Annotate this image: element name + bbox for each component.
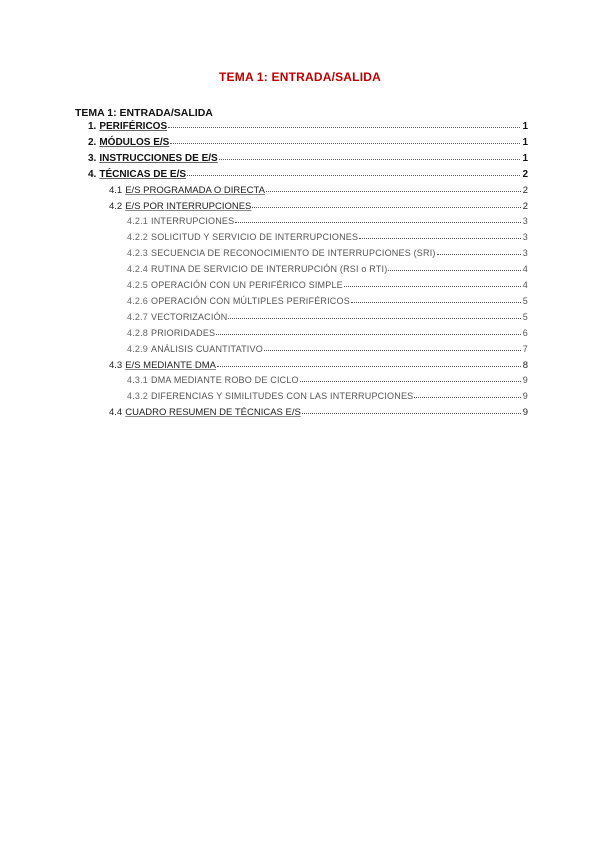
toc-dot-leader (302, 413, 521, 414)
toc-entry-number: 1. (88, 121, 97, 132)
toc-dot-leader (170, 143, 520, 144)
toc-entry[interactable] (127, 280, 528, 296)
toc-entry[interactable] (127, 232, 528, 248)
toc-page-number: 3 (522, 232, 528, 243)
toc-entry-number: 4.3.2 (127, 391, 149, 402)
toc-entry[interactable] (88, 121, 528, 137)
toc-entry[interactable] (127, 344, 528, 360)
toc-entry[interactable] (127, 296, 528, 312)
toc-entry-title[interactable]: OPERACIÓN CON MÚLTIPLES PERIFÉRICOS (151, 295, 350, 306)
toc-entry[interactable] (109, 360, 528, 376)
toc-entry-title[interactable]: OPERACIÓN CON UN PERIFÉRICO SIMPLE (151, 280, 343, 290)
toc-entry-title[interactable]: RUTINA DE SERVICIO DE INTERRUPCIÓN (RSI o RTI) (151, 264, 388, 275)
toc-dot-leader (300, 381, 521, 382)
toc-page-number: 2 (522, 200, 528, 212)
toc-entry-number: 4.2.3 (127, 248, 149, 259)
toc-entry-title[interactable]: INTERRUPCIONES (151, 216, 235, 227)
toc-page-number: 9 (522, 407, 528, 419)
toc-entry-number: 4.2.7 (127, 311, 149, 322)
toc-entry-number: 4.4 (109, 407, 123, 419)
toc-entry[interactable] (127, 328, 528, 344)
toc-entry[interactable] (88, 137, 528, 153)
toc-dot-leader (388, 270, 520, 271)
toc-entry-title[interactable]: PRIORIDADES (151, 327, 216, 338)
toc-entry-title[interactable]: VECTORIZACIÓN (151, 311, 228, 322)
toc-dot-leader (266, 191, 521, 192)
toc-entry[interactable] (88, 169, 528, 185)
toc-page-number: 2 (522, 168, 528, 180)
toc-entry-number: 4.3 (109, 359, 123, 371)
toc-entry-title[interactable]: CUADRO RESUMEN DE TÉCNICAS E/S (125, 407, 301, 419)
toc-entry-number: 3. (88, 152, 97, 164)
toc-entry-title[interactable]: SOLICITUD Y SERVICIO DE INTERRUPCIONES (151, 232, 359, 243)
toc-entry-number: 4.2.2 (127, 232, 149, 243)
toc-page-number: 5 (522, 295, 528, 306)
toc-entry-number: 4.3.1 (127, 375, 149, 386)
toc-entry[interactable] (127, 264, 528, 280)
toc-entry[interactable] (127, 216, 528, 232)
toc-entry-title[interactable]: MÓDULOS E/S (99, 136, 170, 148)
toc-heading: TEMA 1: ENTRADA/SALIDA (75, 107, 213, 119)
toc-entry-number: 4.2.6 (127, 295, 149, 306)
toc-dot-leader (217, 366, 521, 367)
toc-dot-leader (344, 286, 521, 287)
toc-entry[interactable] (109, 185, 528, 201)
toc-entry-number: 4. (88, 168, 97, 180)
toc-dot-leader (187, 175, 520, 176)
toc-dot-leader (359, 238, 521, 239)
toc-page-number: 4 (522, 264, 528, 275)
toc-dot-leader (437, 254, 521, 255)
toc-entry-number: 4.2.4 (127, 264, 149, 275)
toc-page-number: 1 (522, 152, 528, 164)
toc-entry-title[interactable]: DIFERENCIAS Y SIMILITUDES CON LAS INTERRUPCIONES (151, 391, 414, 402)
toc-dot-leader (252, 207, 520, 208)
toc-entry[interactable] (109, 201, 528, 217)
toc-entry-number: 4.2 (109, 200, 123, 212)
toc-entry-number: 4.2.5 (127, 280, 149, 290)
toc-page-number: 3 (522, 216, 528, 227)
toc-page-number: 1 (522, 136, 528, 148)
toc-page-number: 6 (522, 327, 528, 338)
toc-dot-leader (216, 334, 521, 335)
toc-entry[interactable] (109, 407, 528, 423)
toc-page-number: 8 (522, 359, 528, 371)
document-title: TEMA 1: ENTRADA/SALIDA (219, 70, 381, 84)
toc-entry-number: 4.2.8 (127, 327, 149, 338)
toc-dot-leader (414, 397, 520, 398)
toc-entry-number: 4.1 (109, 184, 123, 196)
toc-entry[interactable] (88, 153, 528, 169)
toc-dot-leader (264, 350, 521, 351)
toc-page-number: 5 (522, 311, 528, 322)
toc-dot-leader (168, 127, 520, 128)
toc-page-number: 9 (522, 375, 528, 386)
toc-entry-title[interactable]: E/S MEDIANTE DMA (125, 359, 217, 371)
toc-page-number: 3 (522, 248, 528, 259)
toc-entry-title[interactable]: PERIFÉRICOS (99, 121, 168, 132)
toc-entry-title[interactable]: TÉCNICAS DE E/S (99, 168, 187, 180)
toc-page-number: 1 (522, 121, 528, 132)
toc-page-number: 4 (522, 280, 528, 290)
toc-dot-leader (228, 318, 520, 319)
toc-entry[interactable] (127, 248, 528, 264)
toc-page-number: 2 (522, 184, 528, 196)
toc-entry-number: 4.2.1 (127, 216, 149, 227)
toc-entry[interactable] (127, 312, 528, 328)
toc-dot-leader (235, 222, 520, 223)
toc-entry[interactable] (127, 391, 528, 407)
toc-entry[interactable] (127, 375, 528, 391)
toc-entry-title[interactable]: DMA MEDIANTE ROBO DE CICLO (151, 375, 299, 386)
toc-entry-title[interactable]: SECUENCIA DE RECONOCIMIENTO DE INTERRUPCIONES (SRI) (151, 248, 436, 259)
toc-entry-number: 2. (88, 136, 97, 148)
toc-page-number: 9 (522, 391, 528, 402)
toc-dot-leader (219, 159, 521, 160)
toc-entry-title[interactable]: E/S POR INTERRUPCIONES (125, 200, 252, 212)
toc-page-number: 7 (522, 343, 528, 354)
toc-entry-title[interactable]: ANÁLISIS CUANTITATIVO (151, 343, 263, 354)
toc-entry-number: 4.2.9 (127, 343, 149, 354)
toc-dot-leader (351, 302, 521, 303)
toc-entry-title[interactable]: INSTRUCCIONES DE E/S (99, 152, 218, 164)
toc-entry-title[interactable]: E/S PROGRAMADA O DIRECTA (125, 184, 265, 196)
